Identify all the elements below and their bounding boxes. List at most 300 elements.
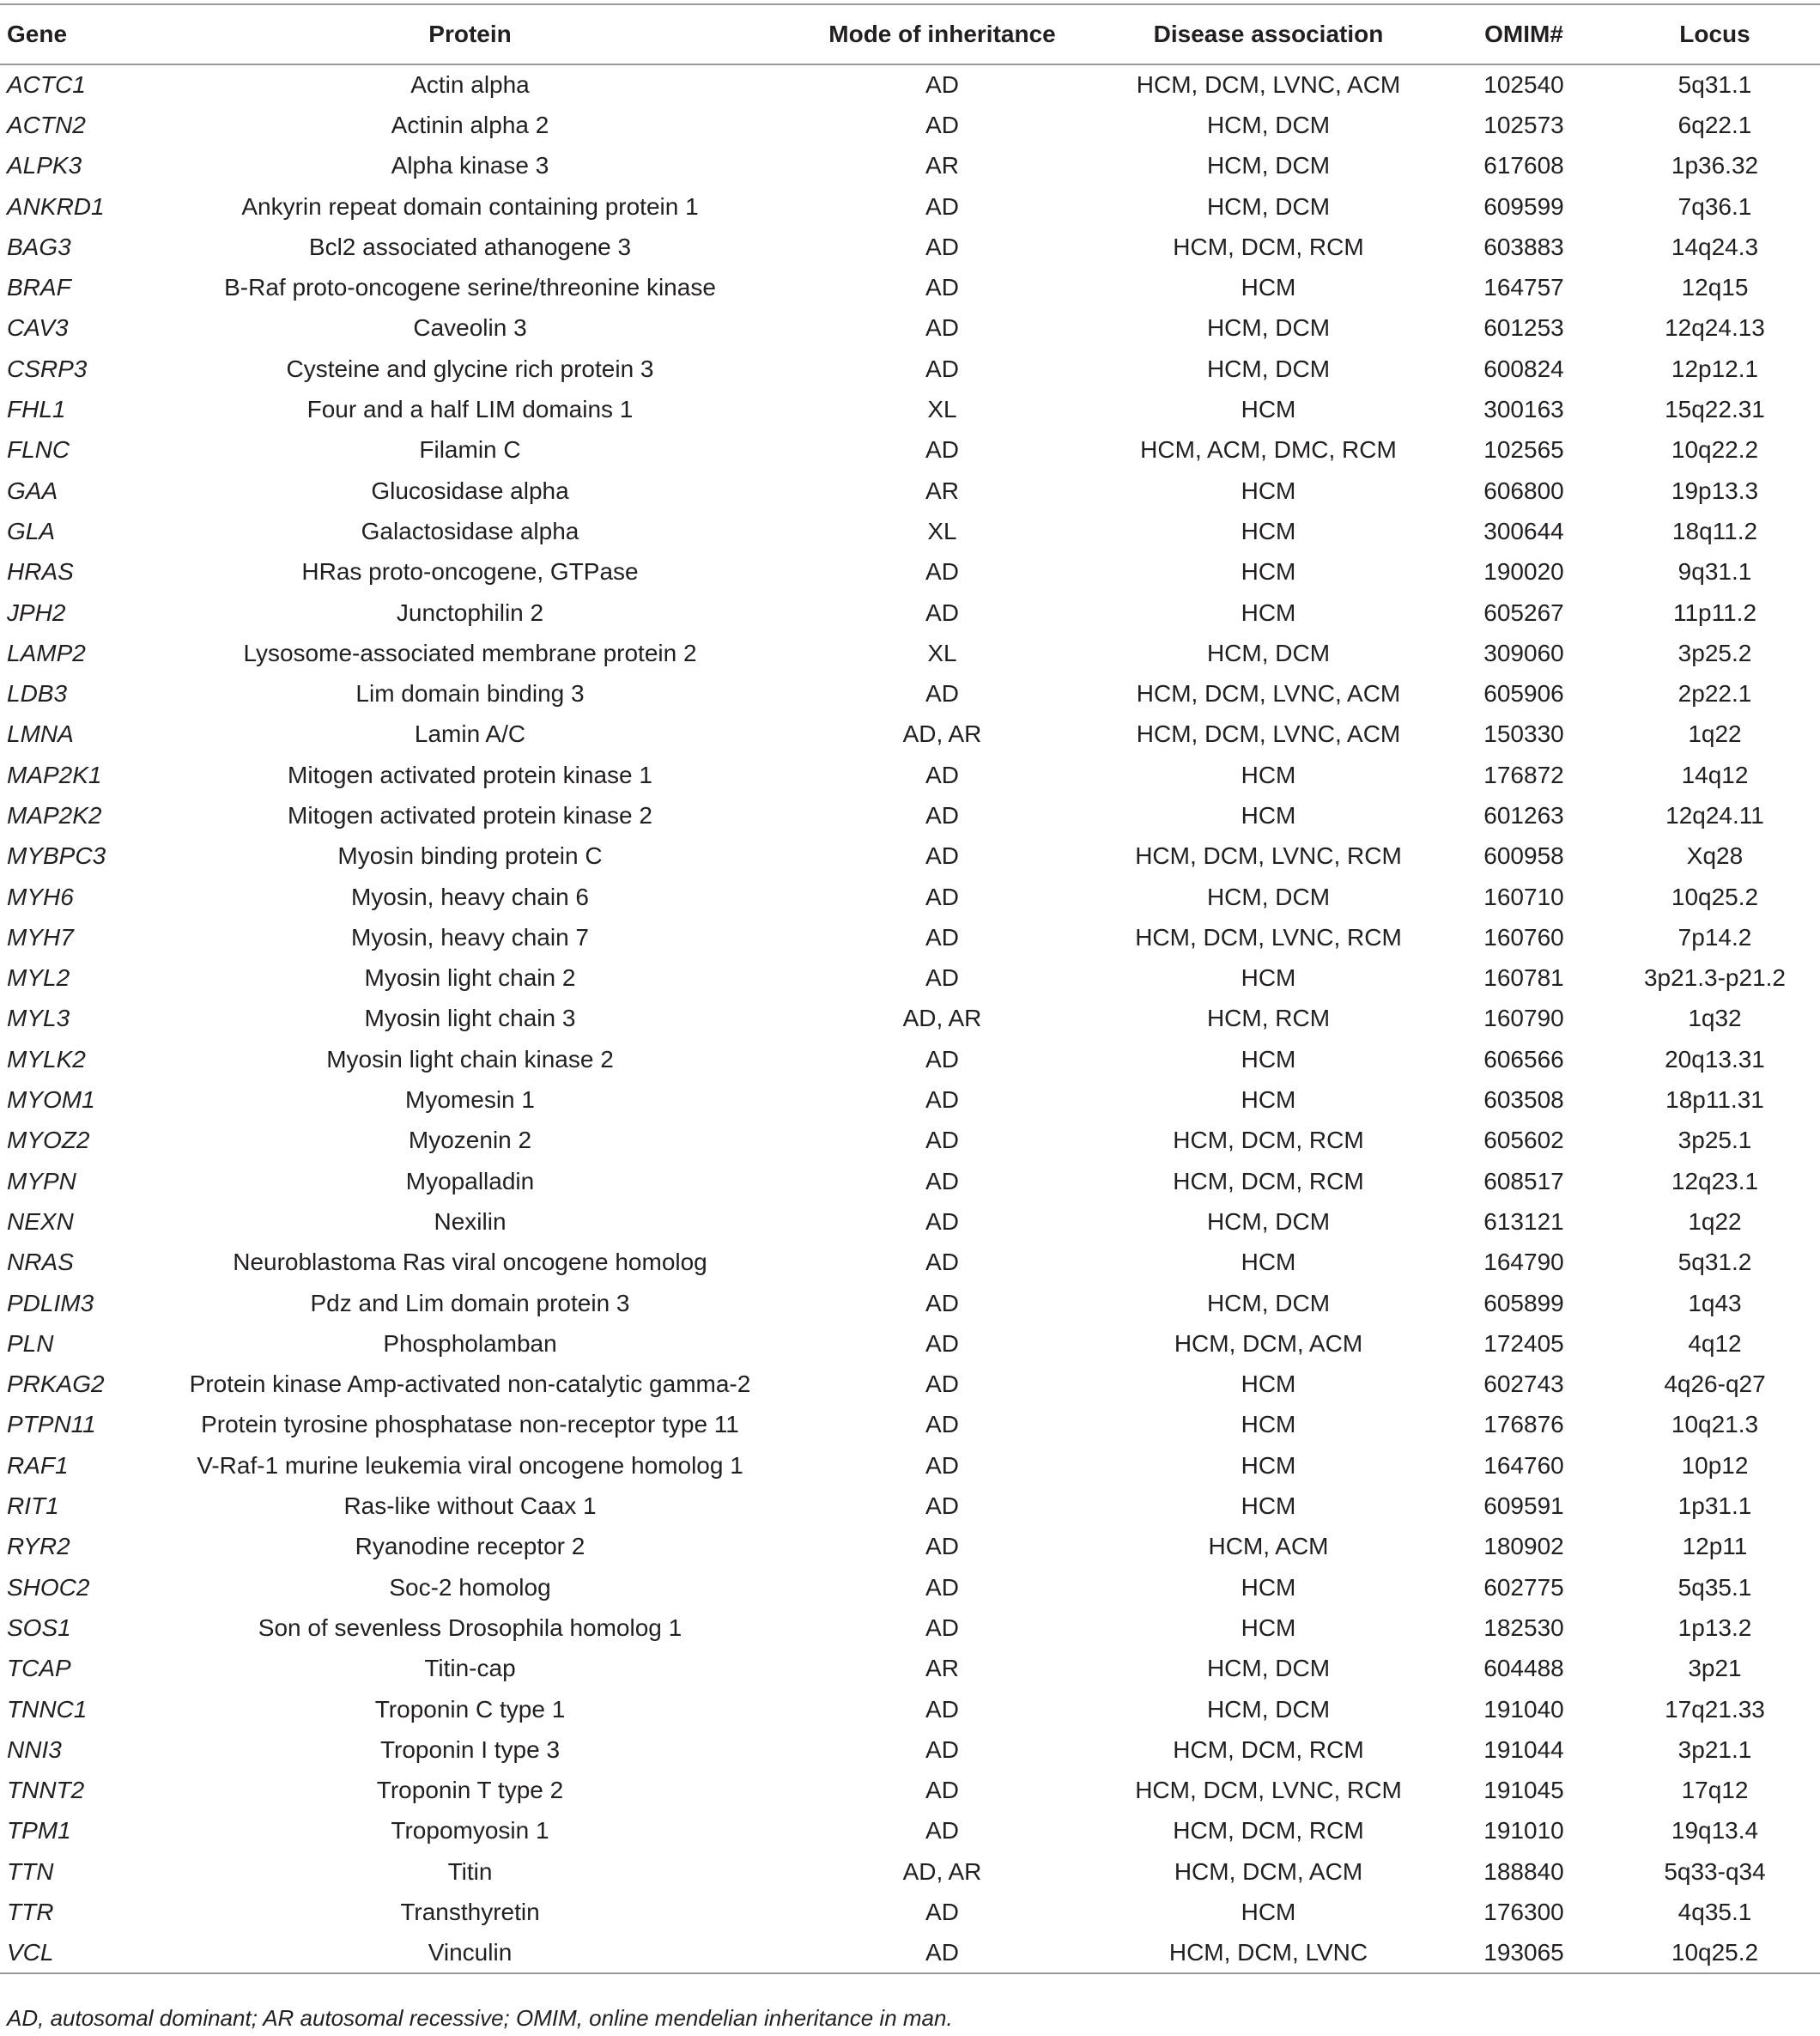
cell-disease-association: HCM, DCM, RCM <box>1173 1735 1364 1763</box>
cell-mode-of-inheritance: AR <box>925 152 959 179</box>
cell-gene: NNI3 <box>7 1735 62 1763</box>
cell-gene: MYPN <box>7 1167 76 1194</box>
cell-locus: 12q15 <box>1681 274 1749 301</box>
cell-disease-association: HCM <box>1241 1045 1296 1073</box>
cell-protein: Nexilin <box>434 1207 507 1235</box>
cell-gene: RYR2 <box>7 1533 70 1560</box>
cell-protein: Titin <box>447 1857 493 1885</box>
cell-gene: PRKAG2 <box>7 1371 105 1398</box>
cell-gene: TTR <box>7 1899 54 1925</box>
cell-protein: Myomesin 1 <box>405 1086 535 1114</box>
cell-locus: 19q13.4 <box>1671 1817 1759 1845</box>
cell-disease-association: HCM <box>1241 1492 1296 1520</box>
table-row <box>0 1527 1820 1567</box>
cell-disease-association: HCM <box>1241 1411 1296 1438</box>
cell-omim: 180902 <box>1483 1533 1564 1560</box>
table-row <box>0 430 1820 471</box>
cell-gene: TTN <box>7 1857 54 1885</box>
cell-gene: SHOC2 <box>7 1573 90 1601</box>
cell-gene: SOS1 <box>7 1614 71 1641</box>
cell-locus: 3p21.1 <box>1677 1735 1752 1763</box>
cell-protein: HRas proto-oncogene, GTPase <box>301 558 639 586</box>
table-row <box>0 593 1820 633</box>
table-row <box>0 105 1820 145</box>
cell-protein: Caveolin 3 <box>413 314 527 342</box>
cell-disease-association: HCM <box>1241 1371 1296 1398</box>
cell-protein: Filamin C <box>419 436 521 464</box>
cell-disease-association: HCM, DCM, RCM <box>1173 233 1364 260</box>
cell-disease-association: HCM <box>1241 1899 1296 1925</box>
cell-omim: 188840 <box>1483 1857 1564 1885</box>
cell-omim: 605906 <box>1483 680 1564 708</box>
cell-gene: BAG3 <box>7 233 71 260</box>
cell-omim: 300644 <box>1483 517 1564 544</box>
table-row <box>0 1892 1820 1932</box>
cell-locus: 4q12 <box>1688 1329 1742 1357</box>
cell-gene: JPH2 <box>7 599 66 626</box>
cell-disease-association: HCM, DCM, LVNC <box>1168 1938 1368 1966</box>
table-row <box>0 1649 1820 1689</box>
cell-disease-association: HCM <box>1241 517 1296 544</box>
cell-protein: Protein kinase Amp-activated non-catalytic gamma-2 <box>189 1371 751 1398</box>
cell-omim: 309060 <box>1483 639 1564 666</box>
header-omim: OMIM# <box>1484 21 1563 47</box>
cell-mode-of-inheritance: AD <box>925 1451 959 1479</box>
cell-omim: 617608 <box>1483 152 1564 179</box>
cell-disease-association: HCM <box>1241 801 1296 829</box>
cell-protein: Myosin light chain kinase 2 <box>326 1045 614 1073</box>
cell-locus: 1q32 <box>1688 1005 1742 1032</box>
table-row <box>0 1770 1820 1810</box>
cell-mode-of-inheritance: AD <box>925 1735 959 1763</box>
cell-protein: Myosin light chain 3 <box>364 1005 576 1032</box>
table-row <box>0 1201 1820 1242</box>
cell-gene: CSRP3 <box>7 355 88 382</box>
table-row <box>0 1486 1820 1526</box>
cell-disease-association: HCM, DCM, LVNC, RCM <box>1135 923 1402 951</box>
table-header <box>0 4 1820 64</box>
cell-gene: LMNA <box>7 720 74 748</box>
cell-disease-association: HCM <box>1241 1614 1296 1641</box>
cell-mode-of-inheritance: AD <box>925 71 959 99</box>
cell-locus: 1q22 <box>1688 720 1742 748</box>
cell-protein: Myosin binding protein C <box>337 842 603 870</box>
table-row <box>0 1689 1820 1729</box>
table-row <box>0 877 1820 917</box>
cell-gene: MYH6 <box>7 883 74 910</box>
table-row <box>0 1243 1820 1283</box>
cell-protein: Cysteine and glycine rich protein 3 <box>286 355 654 382</box>
cell-locus: 7q36.1 <box>1677 192 1752 220</box>
table-row <box>0 146 1820 186</box>
cell-omim: 191045 <box>1483 1777 1564 1804</box>
table-row <box>0 1121 1820 1161</box>
cell-gene: GAA <box>7 477 58 504</box>
table-row <box>0 917 1820 957</box>
cell-locus: 14q24.3 <box>1671 233 1759 260</box>
cell-locus: Xq28 <box>1686 842 1744 870</box>
cell-omim: 606566 <box>1483 1045 1564 1073</box>
cell-mode-of-inheritance: AD <box>925 558 959 586</box>
cell-mode-of-inheritance: AD <box>925 1533 959 1560</box>
cell-omim: 102565 <box>1483 436 1564 464</box>
cell-protein: Transthyretin <box>400 1899 540 1925</box>
table-row <box>0 714 1820 755</box>
cell-disease-association: HCM, ACM <box>1208 1533 1329 1560</box>
cell-disease-association: HCM, DCM, LVNC, ACM <box>1136 720 1401 748</box>
cell-protein: Galactosidase alpha <box>361 517 579 544</box>
cell-disease-association: HCM, DCM, LVNC, ACM <box>1136 680 1401 708</box>
cell-gene: MAP2K2 <box>7 801 102 829</box>
table-row <box>0 1729 1820 1770</box>
cell-disease-association: HCM, DCM <box>1206 152 1331 179</box>
cell-disease-association: HCM, DCM <box>1206 1289 1331 1316</box>
cell-mode-of-inheritance: AD <box>925 1899 959 1925</box>
table-row <box>0 1445 1820 1486</box>
cell-omim: 102540 <box>1483 71 1564 99</box>
cell-mode-of-inheritance: AD <box>925 923 959 951</box>
cell-protein: Actin alpha <box>410 71 530 99</box>
cell-protein: Myozenin 2 <box>408 1127 532 1154</box>
cell-disease-association: HCM <box>1241 599 1296 626</box>
cell-locus: 1q43 <box>1688 1289 1742 1316</box>
cell-disease-association: HCM, DCM, LVNC, ACM <box>1136 71 1401 99</box>
table-row <box>0 1933 1820 1973</box>
cell-omim: 160760 <box>1483 923 1564 951</box>
cell-protein: Glucosidase alpha <box>371 477 569 504</box>
cell-omim: 176300 <box>1483 1899 1564 1925</box>
cell-mode-of-inheritance: AD <box>925 1127 959 1154</box>
cell-gene: RIT1 <box>7 1492 59 1520</box>
cell-omim: 605602 <box>1483 1127 1564 1154</box>
cell-locus: 1p13.2 <box>1677 1614 1752 1641</box>
cell-mode-of-inheritance: AD <box>925 233 959 260</box>
cell-omim: 600824 <box>1483 355 1564 382</box>
cell-protein: Mitogen activated protein kinase 2 <box>288 801 652 829</box>
cell-disease-association: HCM, DCM <box>1206 355 1331 382</box>
cell-gene: PLN <box>7 1329 54 1357</box>
cell-locus: 18q11.2 <box>1671 517 1758 544</box>
cell-omim: 176872 <box>1483 761 1564 788</box>
cell-protein: Bcl2 associated athanogene 3 <box>308 233 632 260</box>
cell-disease-association: HCM, DCM <box>1206 639 1331 666</box>
table-row <box>0 795 1820 836</box>
cell-protein: Neuroblastoma Ras viral oncogene homolog <box>233 1249 707 1276</box>
cell-protein: Ras-like without Caax 1 <box>343 1492 597 1520</box>
cell-protein: B-Raf proto-oncogene serine/threonine kinase <box>224 274 716 301</box>
cell-gene: CAV3 <box>7 314 69 342</box>
cell-protein: Vinculin <box>428 1938 513 1966</box>
cell-mode-of-inheritance: XL <box>927 639 957 666</box>
cell-omim: 604488 <box>1483 1655 1564 1682</box>
table-row <box>0 389 1820 429</box>
table-row <box>0 1608 1820 1648</box>
table-row <box>0 1283 1820 1323</box>
cell-locus: 1q22 <box>1688 1207 1742 1235</box>
header-row <box>0 4 1820 64</box>
cell-disease-association: HCM <box>1241 274 1296 301</box>
cell-mode-of-inheritance: AD <box>925 1614 959 1641</box>
table-row <box>0 308 1820 349</box>
table-row <box>0 1323 1820 1364</box>
cell-locus: 12q23.1 <box>1671 1167 1759 1194</box>
cell-locus: 18p11.31 <box>1665 1086 1764 1114</box>
cell-mode-of-inheritance: AD, AR <box>902 720 982 748</box>
cell-omim: 602775 <box>1483 1573 1564 1601</box>
cell-omim: 191044 <box>1483 1735 1564 1763</box>
cell-disease-association: HCM, DCM, RCM <box>1173 1167 1364 1194</box>
cell-omim: 172405 <box>1483 1329 1564 1357</box>
table-row <box>0 64 1820 105</box>
cell-locus: 1p36.32 <box>1671 152 1759 179</box>
cell-protein: Alpha kinase 3 <box>391 152 549 179</box>
cell-protein: Lamin A/C <box>414 720 526 748</box>
cell-mode-of-inheritance: AD <box>925 883 959 910</box>
cell-gene: VCL <box>7 1938 54 1966</box>
cell-locus: 15q22.31 <box>1665 396 1765 423</box>
header-locus: Locus <box>1679 21 1750 47</box>
cell-protein: Myosin, heavy chain 7 <box>350 923 590 951</box>
cell-locus: 12q24.11 <box>1665 801 1764 829</box>
cell-protein: Troponin T type 2 <box>376 1777 564 1804</box>
table-row <box>0 227 1820 267</box>
cell-locus: 3p21.3-p21.2 <box>1643 964 1787 992</box>
table-footnote: AD, autosomal dominant; AR autosomal recessive; OMIM, online mendelian inheritance in man. <box>7 2005 953 2031</box>
cell-omim: 164760 <box>1483 1451 1564 1479</box>
cell-mode-of-inheritance: AD <box>925 436 959 464</box>
cell-protein: Myosin light chain 2 <box>364 964 576 992</box>
cell-locus: 5q33-q34 <box>1664 1857 1766 1885</box>
cell-mode-of-inheritance: XL <box>927 396 957 423</box>
gene-table <box>0 3 1820 1974</box>
cell-disease-association: HCM, DCM, RCM <box>1173 1817 1364 1845</box>
cell-mode-of-inheritance: AD <box>925 314 959 342</box>
cell-gene: TPM1 <box>7 1817 71 1845</box>
cell-disease-association: HCM <box>1241 477 1296 504</box>
table-row <box>0 1364 1820 1405</box>
cell-protein: Actinin alpha 2 <box>391 111 549 138</box>
cell-mode-of-inheritance: AD <box>925 1289 959 1316</box>
cell-locus: 3p21 <box>1688 1655 1742 1682</box>
cell-gene: LAMP2 <box>7 639 86 666</box>
cell-mode-of-inheritance: AD <box>925 1329 959 1357</box>
cell-mode-of-inheritance: AD <box>925 1492 959 1520</box>
cell-locus: 10q25.2 <box>1671 1938 1759 1966</box>
cell-locus: 10q22.2 <box>1671 436 1759 464</box>
cell-gene: TNNT2 <box>7 1777 85 1804</box>
cell-protein: Myopalladin <box>405 1167 535 1194</box>
cell-omim: 193065 <box>1483 1938 1564 1966</box>
cell-protein: Ryanodine receptor 2 <box>355 1533 585 1560</box>
cell-mode-of-inheritance: AD <box>925 192 959 220</box>
cell-gene: MYL3 <box>7 1005 70 1032</box>
cell-protein: Pdz and Lim domain protein 3 <box>310 1289 630 1316</box>
cell-omim: 600958 <box>1483 842 1564 870</box>
cell-protein: Phospholamban <box>383 1329 557 1357</box>
header-mode-of-inheritance: Mode of inheritance <box>828 21 1056 47</box>
cell-omim: 182530 <box>1483 1614 1564 1641</box>
cell-mode-of-inheritance: AD <box>925 964 959 992</box>
cell-locus: 14q12 <box>1681 761 1749 788</box>
cell-disease-association: HCM, DCM <box>1206 1655 1331 1682</box>
header-gene: Gene <box>7 21 68 47</box>
cell-omim: 606800 <box>1483 477 1564 504</box>
table-row <box>0 1811 1820 1851</box>
cell-disease-association: HCM <box>1241 1573 1296 1601</box>
cell-disease-association: HCM, RCM <box>1206 1005 1331 1032</box>
cell-locus: 10q25.2 <box>1671 883 1759 910</box>
cell-gene: MYLK2 <box>7 1045 86 1073</box>
cell-locus: 3p25.1 <box>1677 1127 1752 1154</box>
table-row <box>0 511 1820 551</box>
cell-omim: 601263 <box>1483 801 1564 829</box>
cell-protein: Junctophilin 2 <box>396 599 544 626</box>
cell-disease-association: HCM, DCM <box>1206 192 1331 220</box>
cell-protein: Myosin, heavy chain 6 <box>350 883 590 910</box>
cell-mode-of-inheritance: AD <box>925 355 959 382</box>
cell-locus: 12p12.1 <box>1671 355 1759 382</box>
cell-omim: 300163 <box>1483 396 1564 423</box>
cell-locus: 20q13.31 <box>1665 1045 1765 1073</box>
cell-gene: ALPK3 <box>7 152 82 179</box>
cell-gene: MYOM1 <box>7 1086 95 1114</box>
cell-omim: 603883 <box>1483 233 1564 260</box>
cell-gene: MYBPC3 <box>7 842 106 870</box>
cell-mode-of-inheritance: XL <box>927 517 957 544</box>
cell-locus: 2p22.1 <box>1677 680 1752 708</box>
cell-disease-association: HCM, DCM <box>1206 111 1331 138</box>
cell-locus: 5q31.2 <box>1677 1249 1752 1276</box>
cell-gene: ANKRD1 <box>7 192 105 220</box>
cell-locus: 12p11 <box>1682 1533 1748 1560</box>
cell-locus: 4q35.1 <box>1677 1899 1752 1925</box>
table-row <box>0 1405 1820 1445</box>
cell-mode-of-inheritance: AD, AR <box>902 1857 982 1885</box>
table-row <box>0 1039 1820 1079</box>
cell-mode-of-inheritance: AD <box>925 1777 959 1804</box>
table-row <box>0 958 1820 999</box>
table-row <box>0 1161 1820 1201</box>
cell-gene: GLA <box>7 517 56 544</box>
cell-disease-association: HCM <box>1241 558 1296 586</box>
cell-omim: 605899 <box>1483 1289 1564 1316</box>
table-row <box>0 755 1820 795</box>
cell-protein: Troponin C type 1 <box>374 1695 566 1723</box>
cell-locus: 5q35.1 <box>1677 1573 1752 1601</box>
cell-mode-of-inheritance: AD <box>925 111 959 138</box>
cell-protein: Lysosome-associated membrane protein 2 <box>243 639 697 666</box>
cell-protein: Mitogen activated protein kinase 1 <box>288 761 652 788</box>
cell-locus: 17q12 <box>1681 1777 1749 1804</box>
cell-mode-of-inheritance: AD <box>925 1086 959 1114</box>
cell-mode-of-inheritance: AD <box>925 680 959 708</box>
cell-disease-association: HCM, DCM <box>1206 1207 1331 1235</box>
cell-omim: 164757 <box>1483 274 1564 301</box>
cell-omim: 191040 <box>1483 1695 1564 1723</box>
table-row <box>0 349 1820 389</box>
cell-gene: LDB3 <box>7 680 68 708</box>
cell-mode-of-inheritance: AD <box>925 1045 959 1073</box>
table-row <box>0 673 1820 714</box>
cell-mode-of-inheritance: AD <box>925 1817 959 1845</box>
cell-omim: 191010 <box>1483 1817 1564 1845</box>
cell-omim: 609599 <box>1483 192 1564 220</box>
cell-locus: 10p12 <box>1681 1451 1749 1479</box>
cell-locus: 6q22.1 <box>1677 111 1752 138</box>
cell-disease-association: HCM, DCM, LVNC, RCM <box>1135 1777 1402 1804</box>
cell-protein: V-Raf-1 murine leukemia viral oncogene homolog 1 <box>197 1451 743 1479</box>
cell-omim: 160710 <box>1483 883 1564 910</box>
table-row <box>0 633 1820 673</box>
cell-disease-association: HCM, DCM <box>1206 314 1331 342</box>
cell-protein: Soc-2 homolog <box>389 1573 551 1601</box>
cell-gene: ACTC1 <box>7 71 86 99</box>
cell-omim: 605267 <box>1483 599 1564 626</box>
cell-gene: FHL1 <box>7 396 66 423</box>
cell-gene: MAP2K1 <box>7 761 102 788</box>
cell-omim: 176876 <box>1483 1411 1564 1438</box>
cell-disease-association: HCM <box>1241 761 1296 788</box>
table-row <box>0 1567 1820 1608</box>
cell-omim: 601253 <box>1483 314 1564 342</box>
cell-disease-association: HCM <box>1241 1086 1296 1114</box>
cell-disease-association: HCM, DCM <box>1206 883 1331 910</box>
cell-locus: 9q31.1 <box>1677 558 1752 586</box>
cell-gene: NEXN <box>7 1207 74 1235</box>
cell-locus: 17q21.33 <box>1665 1695 1765 1723</box>
cell-protein: Ankyrin repeat domain containing protein 1 <box>241 192 699 220</box>
cell-disease-association: HCM, DCM <box>1206 1695 1331 1723</box>
cell-disease-association: HCM <box>1241 396 1296 423</box>
cell-protein: Titin-cap <box>424 1655 516 1682</box>
cell-mode-of-inheritance: AD <box>925 761 959 788</box>
cell-gene: MYH7 <box>7 923 74 951</box>
cell-omim: 164790 <box>1483 1249 1564 1276</box>
cell-mode-of-inheritance: AD <box>925 1249 959 1276</box>
cell-mode-of-inheritance: AR <box>925 477 959 504</box>
cell-protein: Lim domain binding 3 <box>355 680 585 708</box>
cell-mode-of-inheritance: AD <box>925 1167 959 1194</box>
cell-gene: NRAS <box>7 1249 74 1276</box>
cell-disease-association: HCM, DCM, LVNC, RCM <box>1135 842 1402 870</box>
cell-locus: 1p31.1 <box>1677 1492 1752 1520</box>
cell-locus: 10q21.3 <box>1671 1411 1759 1438</box>
cell-locus: 19p13.3 <box>1671 477 1759 504</box>
cell-locus: 12q24.13 <box>1665 314 1765 342</box>
cell-omim: 102573 <box>1483 111 1564 138</box>
cell-gene: MYL2 <box>7 964 70 992</box>
cell-disease-association: HCM, ACM, DMC, RCM <box>1140 436 1397 464</box>
cell-protein: Tropomyosin 1 <box>391 1817 549 1845</box>
cell-gene: PTPN11 <box>7 1411 96 1438</box>
table-row <box>0 471 1820 511</box>
cell-gene: PDLIM3 <box>7 1289 94 1316</box>
cell-gene: ACTN2 <box>7 111 86 138</box>
cell-omim: 602743 <box>1483 1371 1564 1398</box>
cell-gene: TNNC1 <box>7 1695 88 1723</box>
cell-gene: TCAP <box>7 1655 71 1682</box>
cell-gene: RAF1 <box>7 1451 69 1479</box>
cell-mode-of-inheritance: AD <box>925 1938 959 1966</box>
cell-omim: 609591 <box>1483 1492 1564 1520</box>
cell-locus: 3p25.2 <box>1677 639 1752 666</box>
cell-protein: Troponin I type 3 <box>379 1735 561 1763</box>
table-row <box>0 186 1820 227</box>
cell-mode-of-inheritance: AD <box>925 1695 959 1723</box>
cell-mode-of-inheritance: AD <box>925 1411 959 1438</box>
table-row <box>0 267 1820 307</box>
cell-locus: 5q31.1 <box>1677 71 1752 99</box>
